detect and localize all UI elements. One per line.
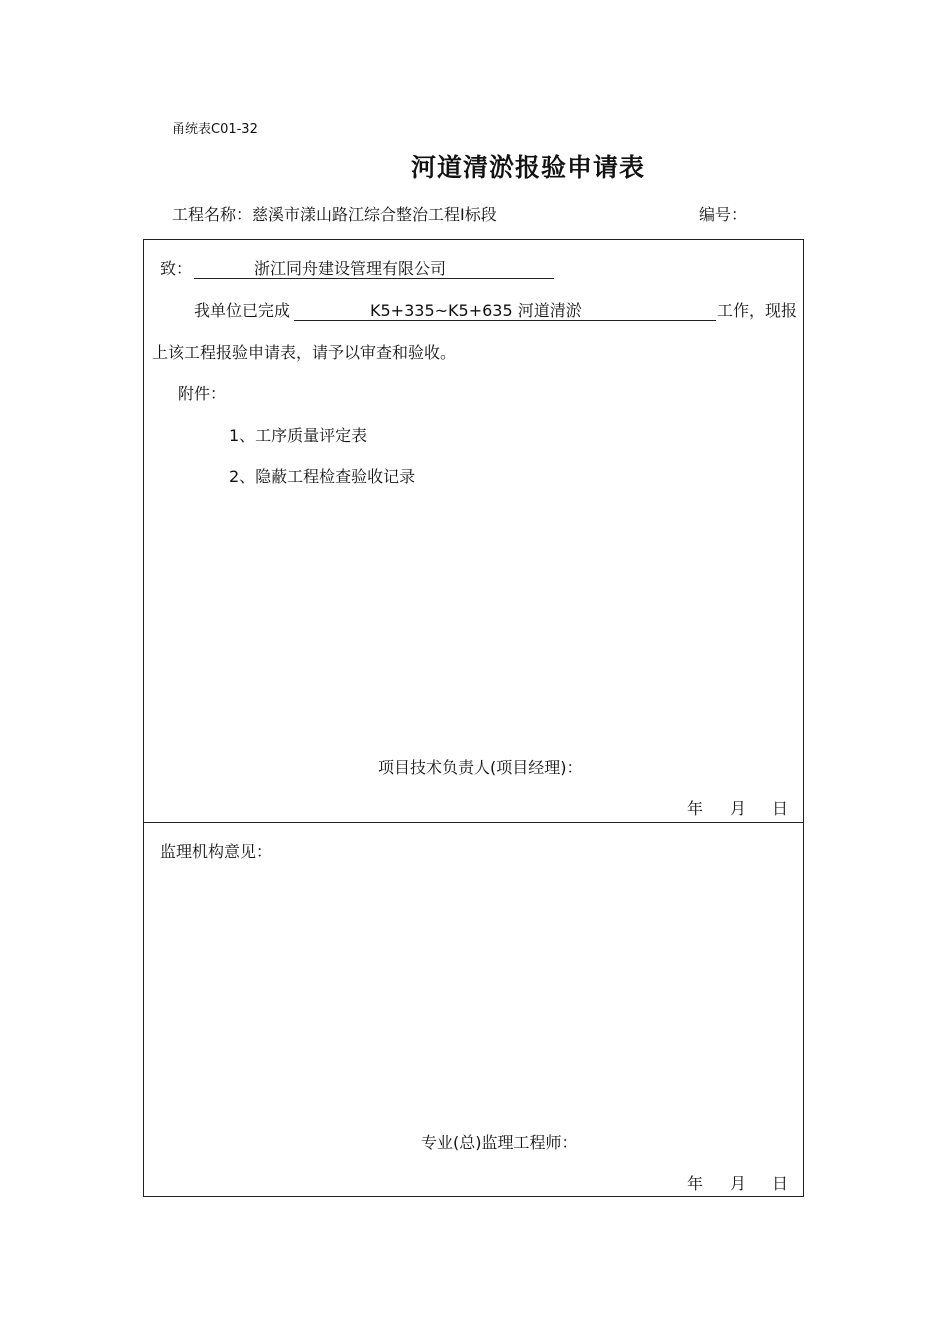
application-form-table	[143, 239, 804, 1197]
attachments-label: 附件：	[178, 384, 227, 403]
supervisor-signature-label: 专业(总)监理工程师：	[421, 1133, 578, 1152]
section-divider	[144, 822, 803, 823]
form-code: 甬统表C01-32	[172, 122, 258, 137]
supervision-opinion-label: 监理机构意见：	[160, 842, 273, 861]
attachment-item: 2、隐蔽工程检查验收记录	[229, 467, 416, 486]
completed-prefix: 我单位已完成	[194, 301, 291, 320]
date-year: 年	[687, 1174, 704, 1193]
project-name-label: 工程名称：	[172, 205, 253, 224]
project-manager-signature-label: 项目技术负责人(项目经理)：	[378, 758, 583, 777]
date-month: 月	[730, 1174, 747, 1193]
date-day: 日	[772, 799, 789, 818]
project-name-value: 慈溪市漾山路江综合整治工程Ⅰ标段	[252, 205, 497, 224]
request-text: 上该工程报验申请表，请予以审查和验收。	[152, 343, 457, 362]
completed-work: K5+335~K5+635 河道清淤	[370, 301, 582, 320]
completed-suffix: 工作，现报	[717, 301, 798, 320]
to-recipient: 浙江同舟建设管理有限公司	[254, 259, 447, 278]
date-year: 年	[687, 799, 704, 818]
form-number-label: 编号：	[699, 205, 748, 224]
date-day: 日	[772, 1174, 789, 1193]
page-title: 河道清淤报验申请表	[410, 153, 645, 182]
attachment-item: 1、工序质量评定表	[229, 426, 368, 445]
to-label: 致：	[160, 259, 193, 278]
date-month: 月	[730, 799, 747, 818]
